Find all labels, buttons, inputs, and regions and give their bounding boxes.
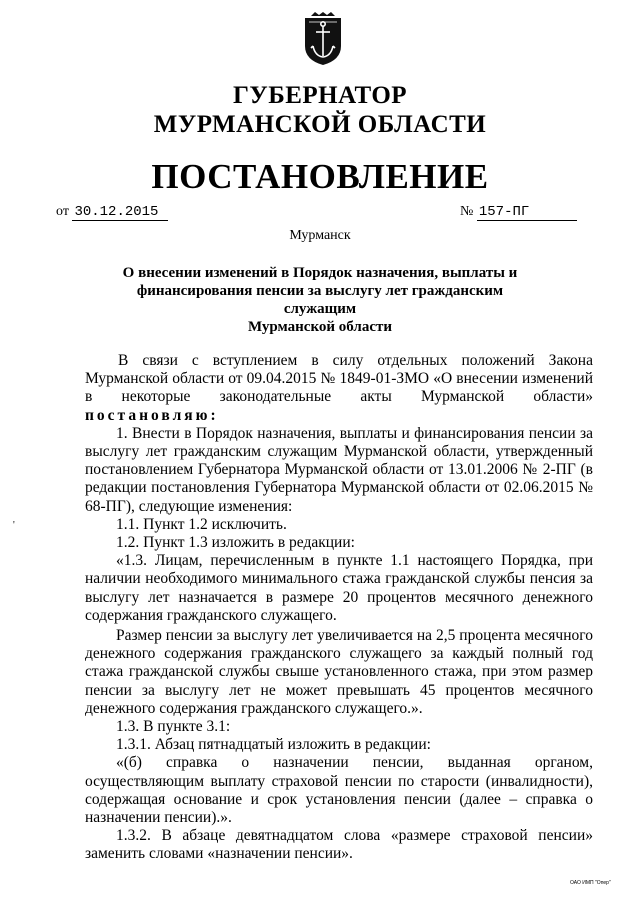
preamble-paragraph (85, 352, 593, 425)
paragraph-1: 1. Внести в Порядок назначения, выплаты и финансирования пенсии за выслугу лет гражданским служащим Мурманской области, утвержденный постановлением Губернатора Мурманской области от 13.01.2006 № 2-ПГ (в редакции постановления Губернатора Мурманской области от 02.06.2015 № 68-ПГ), следующие изменения: (85, 424, 593, 515)
governor-title-line1: ГУБЕРНАТОР (232, 82, 408, 109)
number-prefix: № (460, 204, 474, 219)
paragraph-1-2: 1.2. Пункт 1.3 изложить в редакции: (116, 534, 355, 552)
governor-title-line2: МУРМАНСКОЙ ОБЛАСТИ (153, 111, 487, 138)
paragraph-quote-b: «(б) справка о назначении пенсии, выданная органом, осуществляющим выплату страховой пенсии по старости (инвалидности), содержащая основание и срок установления пенсии (далее – справка о назначении пенсии).». (85, 754, 593, 827)
document-body (85, 352, 593, 864)
paragraph-1-1: 1.1. Пункт 1.2 исключить. (116, 515, 287, 533)
title-line: О внесении изменений в Порядок назначения, выплаты и (122, 265, 518, 281)
preamble-text: В связи с вступлением в силу отдельных положений Закона Мурманской области от 09.04.2015 № 1849-01-ЗМО «О внесении изменений в некоторые законодательные акты Мурманской области» (85, 352, 593, 406)
coat-of-arms-icon (303, 12, 343, 66)
title-line: финансирования пенсии за выслугу лет гражданским служащим (136, 283, 504, 317)
margin-mark: ' (13, 520, 15, 531)
document-type-heading: ПОСТАНОВЛЕНИЕ (151, 157, 489, 196)
paragraph-1-3: 1.3. В пункте 3.1: (116, 718, 231, 736)
decree-word: постановляю: (85, 406, 219, 424)
number-field (460, 204, 577, 221)
number-value: 157-ПГ (477, 204, 577, 221)
print-footer: ОАО ИМП "Опер" (570, 880, 611, 886)
paragraph-quote-1-3: «1.3. Лицам, перечисленным в пункте 1.1 настоящего Порядка, при наличии необходимого минимального стажа гражданской службы пенсия за выслугу лет назначается в размере 20 процентов месячного денежного содержания гражданского служащего. (85, 552, 593, 624)
city-name: Мурманск (289, 228, 351, 243)
document-title (100, 264, 540, 336)
paragraph-1-3-2: 1.3.2. В абзаце девятнадцатом слова «размере страховой пенсии» заменить словами «назначении пенсии». (85, 827, 593, 863)
title-line: Мурманской области (247, 319, 393, 335)
date-field (56, 204, 168, 221)
date-value: 30.12.2015 (72, 204, 168, 221)
date-prefix: от (56, 204, 69, 219)
paragraph-pension-size: Размер пенсии за выслугу лет увеличивается на 2,5 процента месячного денежного содержания гражданского служащего за каждый полный год стажа гражданской службы свыше установленного стажа, при этом размер пенсии за выслугу лет не может превышать 45 процентов месячного денежного содержания гражданского служащего.». (85, 627, 593, 717)
paragraph-1-3-1: 1.3.1. Абзац пятнадцатый изложить в редакции: (116, 736, 431, 754)
